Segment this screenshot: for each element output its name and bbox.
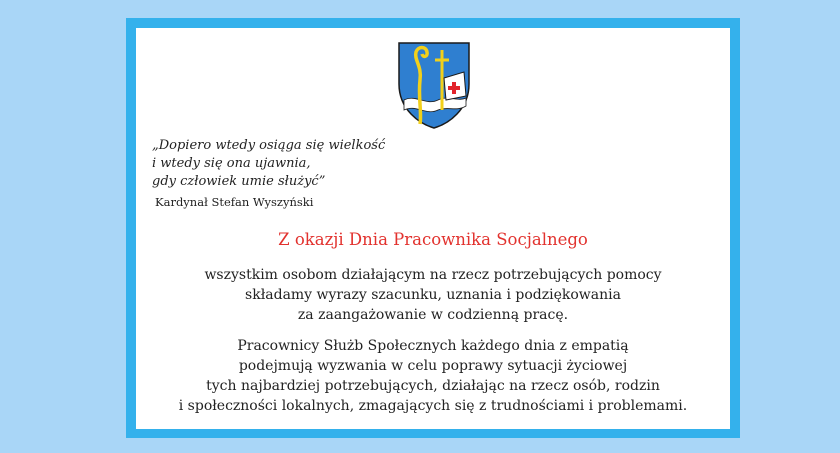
paragraph-line: wszystkim osobom działającym na rzecz potrzebujących pomocy: [204, 267, 662, 283]
quote-line: „Dopiero wtedy osiąga się wielkość: [152, 138, 386, 153]
paragraph-line: podejmują wyzwania w celu poprawy sytuacji życiowej: [238, 358, 628, 374]
paragraph-line: za zaangażowanie w codzienną pracę.: [297, 307, 569, 323]
quote-line: gdy człowiek umie służyć”: [152, 174, 326, 189]
greeting-heading: Z okazji Dnia Pracownika Socjalnego: [278, 230, 588, 249]
paragraph-line: i społeczności lokalnych, zmagających się z trudnościami i problemami.: [178, 398, 688, 414]
quote: [152, 137, 385, 191]
paragraph-line: Pracownicy Służb Społecznych każdego dnia z empatią: [237, 338, 629, 354]
paragraph-line: tych najbardziej potrzebujących, działając na rzecz osób, rodzin: [206, 378, 660, 394]
paragraph-line: składamy wyrazy szacunku, uznania i podziękowania: [245, 287, 621, 303]
coat-of-arms-crest-icon: [396, 40, 472, 130]
quote-author: Kardynał Stefan Wyszyński: [155, 195, 314, 209]
paragraph-tribute: [136, 265, 730, 325]
quote-line: i wtedy się ona ujawnia,: [152, 156, 311, 171]
paragraph-description: [136, 336, 730, 416]
